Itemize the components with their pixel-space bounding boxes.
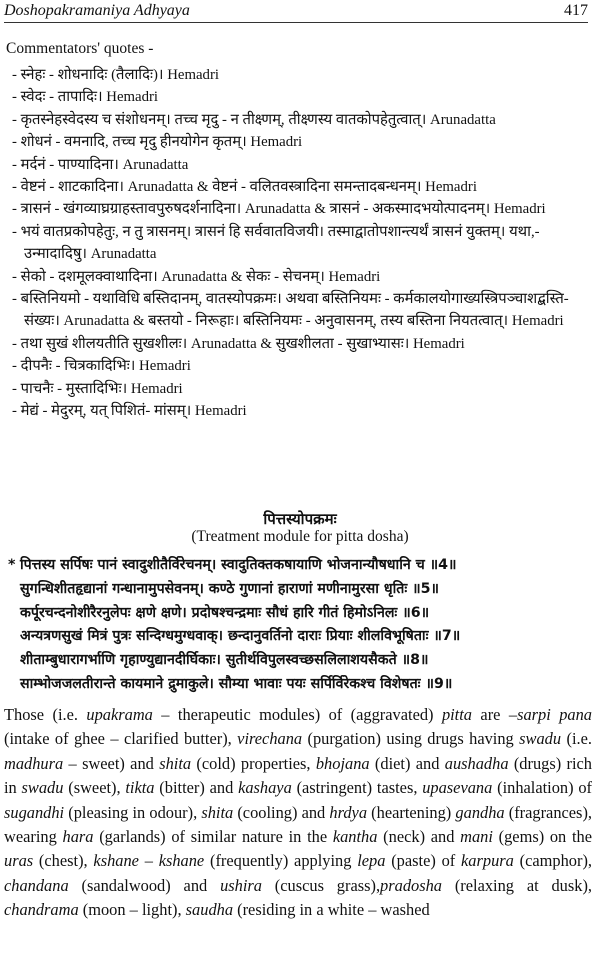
sanskrit-term: kashaya [238,778,292,798]
prose-text: (relaxing at dusk), [441,875,593,895]
sanskrit-term: shita [201,802,234,822]
prose-text: (inhalation) of [492,778,593,798]
verse-text: पित्तस्य सर्पिषः पानं स्वादुशीतैर्विरेचनम्। स्वादुतिक्तकषायाणि भोजनान्यौषधानि च ॥4॥ [20,557,457,573]
quote-item: - वेष्टनं - शाटकादिना। Arunadatta & वेष्टनं - वलितवस्त्रादिना समन्तादबन्धनम्। Hemadri [12,179,477,196]
sanskrit-term: tikta [125,778,155,798]
sanskrit-term: mani [460,827,493,847]
quote-item: - शोधनं - वमनादि, तच्च मृदु हीनयोगेन कृतम्। Hemadri [12,134,303,151]
sanskrit-verses [8,554,590,697]
prose-text: – sweet) and [63,753,160,773]
sanskrit-term: saudha [185,900,234,920]
verse-line [8,625,590,649]
prose-text: (cuscus grass), [261,875,381,895]
sanskrit-term: hrdya [329,802,368,822]
prose-text: (sweet), [63,778,126,798]
prose-text: (pleasing in odour), [64,802,202,822]
sanskrit-term: virechana [237,729,303,749]
prose-text: (camphor), [513,851,592,871]
section-title: पित्तस्योपक्रमः [263,512,337,528]
sanskrit-term: gandha [455,802,505,822]
sanskrit-term: sugandhi [4,802,65,822]
prose-text: (bitter) and [154,778,239,798]
prose-text: (residing in a white – washed [233,900,430,920]
verse-line [8,602,590,626]
verse-text: शीताम्बुधारागर्भाणि गृहाण्युद्यानदीर्घिकाः। सुतीर्थविपुलस्वच्छसलिलाशयसैकते ॥8॥ [20,652,429,669]
sanskrit-term: ushira [220,875,262,895]
prose-text: (drugs) rich in [4,753,593,798]
sanskrit-term: lepa [357,851,386,871]
prose-text: – therapeutic modules) of (aggravated) [152,705,442,724]
verse-line [8,649,590,673]
quote-item: - पाचनैः - मुस्तादिभिः। Hemadri [12,380,183,397]
prose-text: (fragrances), wearing [4,802,592,847]
prose-text: (gems) on the [492,827,592,847]
quote-item: - मर्दनं - पाण्यादिना। Arunadatta [12,156,189,173]
prose-text: (i.e. [561,729,592,749]
sanskrit-term: sarpi pana [517,705,592,724]
quote-item: - त्रासनं - खंगव्याघ्रग्राहस्तावपुरुषदर्शनादिना। Arunadatta & त्रासनं - अकस्मादभयोत्पादनम्। Hemadri [12,201,546,218]
sanskrit-term: madhura [4,753,64,773]
prose-text: Those (i.e. [4,705,87,724]
prose-text: (purgation) using drugs having [302,729,520,749]
prose-text: (garlands) of similar nature in the [93,827,333,847]
quote-item: - स्वेदः - तापादिः। Hemadri [12,89,159,106]
sanskrit-term: chandana [4,875,69,895]
prose-text: (moon – light), [78,900,186,920]
quote-item: - कृतस्नेहस्वेदस्य च संशोधनम्। तच्च मृदु - न तीक्ष्णम्, तीक्ष्णस्य वातकोपहेतुत्वात्। Arunadatta [12,111,496,128]
prose-text: (paste) of [385,851,462,871]
quote-item: - मेद्यं - मेदुरम्, यत् पिशितं- मांसम्। Hemadri [12,403,247,420]
sanskrit-term: karpura [461,851,514,871]
verse-line [8,578,590,602]
prose-text: (intake of ghee – clarified butter), [4,729,238,749]
quote-item: - तथा सुखं शीलयतीति सुखशीलः। Arunadatta & सुखशीलता - सुखाभ्यासः। Hemadri [12,335,465,352]
prose-text: (astringent) tastes, [291,778,423,798]
commentators-quotes-heading: Commentators' quotes - [6,40,154,57]
sanskrit-term: pitta [441,705,472,724]
sanskrit-term: aushadha [444,753,509,773]
quote-item: - बस्तिनियमो - यथाविधि बस्तिदानम्, वातस्योपक्रमः। अथवा बस्तिनियमः - कर्मकालयोगाख्यस्त्रिपञ्चाशद्बस्ति- संख्यः। Arunadatta & बस्तयो - निरूहाः। बस्तिनियमः - अनुवासनम्, तस्य बस्तिना नियतत्वात्। Hemadri [12,291,569,330]
quote-item: - दीपनैः - चित्रकादिभिः। Hemadri [12,358,191,375]
section-subtitle: (Treatment module for pitta dosha) [191,528,409,545]
verse-marker: * [8,557,16,573]
prose-text: (frequently) applying [204,851,358,871]
verse-line [8,554,590,578]
sanskrit-term: hara [62,827,94,847]
verse-line [8,673,590,697]
translation-paragraph [4,703,592,923]
sanskrit-term: swadu [519,729,562,749]
quote-item: - स्नेहः - शोधनादिः (तैलादिः)। Hemadri [12,67,219,83]
sanskrit-term: swadu [21,778,64,798]
prose-text: are – [472,705,518,724]
sanskrit-term: shita [159,753,192,773]
verse-text: अन्यत्रणसुखं मित्रं पुत्रः सन्दिग्धमुग्धवाक्। छन्दानुवर्तिनो दाराः प्रियाः शीलविभूषिताः ॥7॥ [20,628,461,645]
running-header [4,0,588,23]
verse-text: सुगन्धिशीतहृद्यानां गन्धानामुपसेवनम्। कण्ठे गुणानां हाराणां मणीनामुरसा धृतिः ॥5॥ [20,580,440,597]
prose-text: (heartening) [367,802,456,822]
prose-text: (chest), [33,851,94,871]
chapter-title: Doshopakramaniya Adhyaya [4,2,190,19]
prose-text: (cold) properties, [191,753,316,773]
prose-text: (diet) and [369,753,445,773]
page-number: 417 [564,2,588,19]
sanskrit-term: upasevana [422,778,493,798]
sanskrit-term: uras [4,851,34,871]
commentary-quotes-list [12,64,592,423]
verse-text: कर्पूरचन्दनोशीरैरनुलेपः क्षणे क्षणे। प्रदोषश्चन्द्रमाः सौधं हारि गीतं हिमोऽनिलः ॥6॥ [20,604,430,621]
verse-text: साम्भोजजलतीरान्ते कायमाने द्रुमाकुले। सौम्या भावाः पयः सर्पिर्विरेकश्च विशेषतः ॥9॥ [20,675,453,692]
sanskrit-term: kantha [332,827,378,847]
sanskrit-term: kshane – kshane [93,851,205,871]
quote-item: - सेको - दशमूलक्वाथादिना। Arunadatta & सेकः - सेचनम्। Hemadri [12,268,381,285]
quote-item: - भयं वातप्रकोपहेतुः, न तु त्रासनम्। त्रासनं हि सर्ववातविजयी। तस्माद्वातोपशान्त्यर्थं त्रासनं युक्तम्। यथा,- उन्मादादिषु। Arunadatta [12,223,540,263]
prose-text: (cooling) and [233,802,330,822]
sanskrit-term: bhojana [315,753,370,773]
sanskrit-term: upakrama [86,705,153,724]
sanskrit-term: chandrama [4,900,79,920]
prose-text: (sandalwood) and [68,875,221,895]
sanskrit-term: pradosha [380,875,442,895]
prose-text: (neck) and [377,827,461,847]
